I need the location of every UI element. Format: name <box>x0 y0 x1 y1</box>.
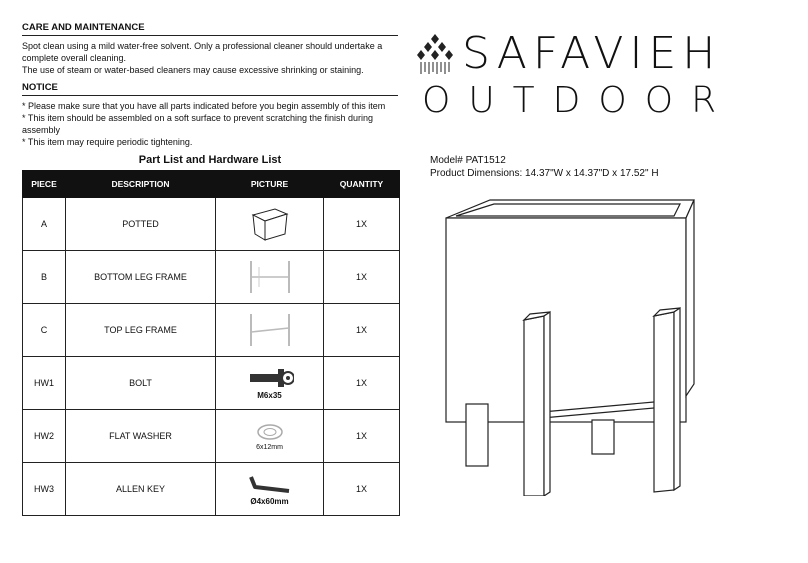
notice-line-3: * This item may require periodic tightening. <box>22 137 193 147</box>
piece-cell: A <box>23 198 66 251</box>
description-cell: ALLEN KEY <box>66 463 216 516</box>
description-cell: BOTTOM LEG FRAME <box>66 251 216 304</box>
product-drawing <box>440 196 700 496</box>
left-column <box>22 22 398 516</box>
piece-cell: C <box>23 304 66 357</box>
pot-icon <box>249 205 291 243</box>
care-title: CARE AND MAINTENANCE <box>22 22 398 36</box>
picture-label: Ø4x60mm <box>250 496 289 506</box>
quantity-cell: 1X <box>324 410 400 463</box>
piece-cell: HW2 <box>23 410 66 463</box>
model-number: Model# PAT1512 <box>430 155 506 166</box>
table-row <box>23 251 400 304</box>
brand-logo-icon <box>416 32 454 76</box>
care-line-1: Spot clean using a mild water-free solvent. Only a professional cleaner should undertake a complete overall cleaning. <box>22 41 383 63</box>
description-cell: FLAT WASHER <box>66 410 216 463</box>
leg-frame-icon <box>245 310 295 350</box>
header-quantity: QUANTITY <box>324 171 400 198</box>
header-picture: PICTURE <box>216 171 324 198</box>
product-info <box>430 154 659 180</box>
picture-label: M6x35 <box>257 390 282 400</box>
quantity-cell: 1X <box>324 198 400 251</box>
notice-line-2: * This item should be assembled on a soft surface to prevent scratching the finish during assembly <box>22 113 374 135</box>
brand-name: SAFAVIEH <box>462 28 722 79</box>
table-row <box>23 463 400 516</box>
parts-table <box>22 170 400 516</box>
description-cell: TOP LEG FRAME <box>66 304 216 357</box>
table-row <box>23 304 400 357</box>
parts-table-title: Part List and Hardware List <box>138 154 282 166</box>
piece-cell: HW3 <box>23 463 66 516</box>
notice-line-1: * Please make sure that you have all parts indicated before you begin assembly of this item <box>22 101 386 111</box>
piece-cell: HW1 <box>23 357 66 410</box>
description-cell: POTTED <box>66 198 216 251</box>
bolt-icon <box>246 367 294 389</box>
allen-key-icon <box>245 473 295 495</box>
picture-label: 6x12mm <box>256 443 283 451</box>
quantity-cell: 1X <box>324 251 400 304</box>
brand-subtitle: OUTDOOR <box>422 80 735 121</box>
quantity-cell: 1X <box>324 357 400 410</box>
notice-title: NOTICE <box>22 82 398 96</box>
quantity-cell: 1X <box>324 304 400 357</box>
product-dimensions: Product Dimensions: 14.37"W x 14.37"D x 17.52" H <box>430 168 659 179</box>
header-piece: PIECE <box>23 171 66 198</box>
washer-icon <box>255 422 285 442</box>
description-cell: BOLT <box>66 357 216 410</box>
care-line-2: The use of steam or water-based cleaners may cause excessive shrinking or staining. <box>22 65 364 75</box>
brand-block <box>416 30 796 121</box>
table-row <box>23 410 400 463</box>
parts-table-header <box>23 171 400 198</box>
table-row <box>23 357 400 410</box>
header-description: DESCRIPTION <box>66 171 216 198</box>
table-row <box>23 198 400 251</box>
piece-cell: B <box>23 251 66 304</box>
leg-frame-icon <box>245 257 295 297</box>
quantity-cell: 1X <box>324 463 400 516</box>
